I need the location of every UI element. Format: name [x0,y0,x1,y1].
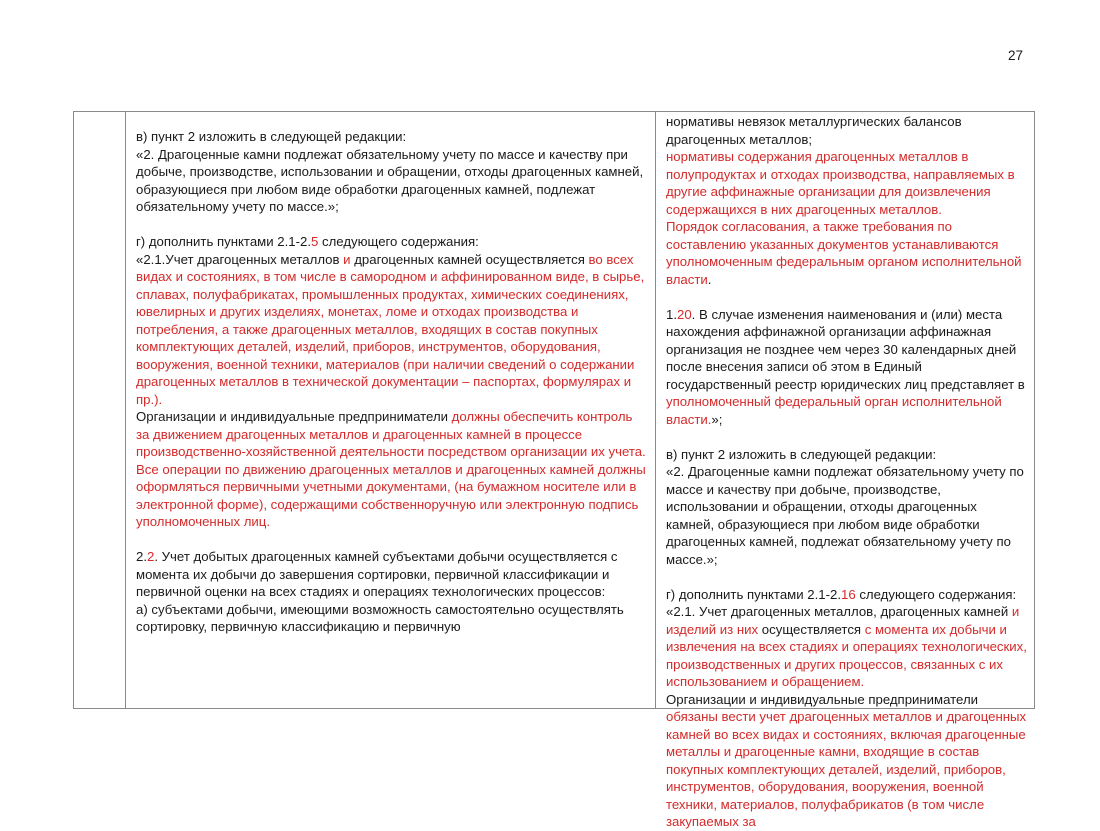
comparison-table [73,111,1035,829]
body-text: Организации и индивидуальные предприниматели [136,409,452,424]
right-paragraph [666,218,1028,288]
body-text: «2. Драгоценные камни подлежат обязательному учету по массе и качеству при добыче, производстве, использовании и обращении, отходы драгоценных камней, образующиеся при любом виде обработки драгоценных камней, подлежат обязательному учету по массе.»; [666,464,1024,567]
body-text: . В случае изменения наименования и (или) места нахождения аффинажной организации аффинажная организация не позднее чем через 30 календарных дней после внесения записи об этом в Единый государственный реестр юридических лиц представляет в [666,306,1025,392]
body-text: а) субъектами добычи, имеющими возможность самостоятельно осуществлять сортировку, первичную классификацию и первичную [136,601,624,634]
page-number: 27 [1008,48,1024,63]
amended-text: должны обеспечить контроль за движением драгоценных металлов и драгоценных камней в процессе производственно-хозяйственной деятельности посредством организации их учета. Все операции по движению драгоценных металлов и драгоценных камней должны оформляться первичными учетными документами, (на бумажном носителе или в электронной форме), содержащими собственноручную или электронную подпись уполномоченных лиц. [136,409,646,529]
body-text: «2.1.Учет драгоценных металлов [136,251,344,267]
amended-text: обязаны вести учет драгоценных металлов и драгоценных камней во всех видах и состояниях, включая драгоценные металлы и драгоценные камни, входящие в состав покупных комплектующих деталей, изделий, приборов, инструментов, оборудования, вооружения, военной техники, материалов, полуфабрикатов (в том числе закупаемых за [666,709,1027,829]
amended-text: нормативы содержания драгоценных металлов в полупродуктах и отходах производства, направляемых в другие аффинажные организации для доизвлечения содержащихся в них драгоценных металлов. [666,149,1015,217]
body-text: г) дополнить пунктами 2.1-2. [136,234,311,249]
amended-text: и [343,251,351,267]
body-text: осуществляется [758,621,865,637]
amended-text: 5 [310,234,319,249]
body-text: . [707,271,712,287]
left-paragraph [136,601,647,636]
right-paragraph [666,148,1028,218]
left-paragraph [136,408,647,531]
amended-text: 16 [840,586,856,602]
right-paragraph [666,603,1028,691]
body-text: Организации и индивидуальные предприниматели [666,691,979,707]
amended-text: во всех видах и состояниях, в том числе в самородном и аффинированном виде, в сырье, сплавах, полуфабрикатах, промышленных продуктах, химических соединениях, ювелирных и других изделиях, монетах, ломе и отходах производства и потребления, а также драгоценных металлов, входящих в состав покупных комплектующих деталей, изделий, приборов, инструментов, оборудования, вооружения, военной техники, материалов (при наличии сведений о содержании драгоценных металлов в технической документации – паспортах, формулярах и пр.). [136,251,645,407]
body-text: «2. Драгоценные камни подлежат обязательному учету по массе и качеству при добыче, производстве, использовании и обращении, отходы драгоценных камней, образующиеся при любом виде обработки драгоценных камней, подлежат обязательному учету по массе.»; [136,146,644,214]
body-text: нормативы невязок металлургических балансов драгоценных металлов; [666,114,962,147]
amended-text: 20 [677,306,692,322]
body-text: следующего содержания: [855,586,1017,602]
body-text: . Учет добытых драгоценных камней субъектами добычи осуществляется с момента их добычи до завершения сортировки, первичной классификации и первичной оценки на всех стадиях и операциях технологических процессов: [136,549,618,599]
amended-text: уполномоченный федеральный орган исполнительной власти. [666,394,1002,427]
left-paragraph [136,548,647,601]
body-text: 1. [666,306,677,322]
right-paragraph [666,446,1028,464]
left-paragraph [136,233,647,251]
index-column [74,112,126,708]
right-paragraph [666,113,1028,148]
amended-text: и изделий из них [666,604,1020,637]
left-column-current-text [126,112,656,708]
body-text: г) дополнить пунктами 2.1-2. [666,586,841,602]
body-text: в) пункт 2 изложить в следующей редакции: [136,129,407,144]
right-paragraph [666,691,1028,831]
right-paragraph [666,306,1028,429]
left-paragraph [136,251,647,409]
amended-text: 2 [147,549,155,564]
right-paragraph [666,586,1028,604]
amended-text: с момента их добычи и извлечения на всех стадиях и операциях технологических, производственных и других процессов, связанных с их использованием и обращением. [666,621,1027,689]
right-column-proposed-text [656,112,1034,829]
body-text: 2. [136,549,147,564]
body-text: в) пункт 2 изложить в следующей редакции: [666,446,937,462]
body-text: следующего содержания: [318,234,479,249]
left-paragraph [136,146,647,216]
amended-text: Порядок согласования, а также требования по составлению указанных документов устанавливаются уполномоченным федеральным органом исполнительной власти [666,219,1022,287]
right-paragraph [666,463,1028,568]
left-paragraph [136,128,647,146]
body-text: драгоценных камней осуществляется [350,251,589,267]
body-text: »; [711,411,723,427]
body-text: «2.1. Учет драгоценных металлов, драгоценных камней [666,604,1012,619]
